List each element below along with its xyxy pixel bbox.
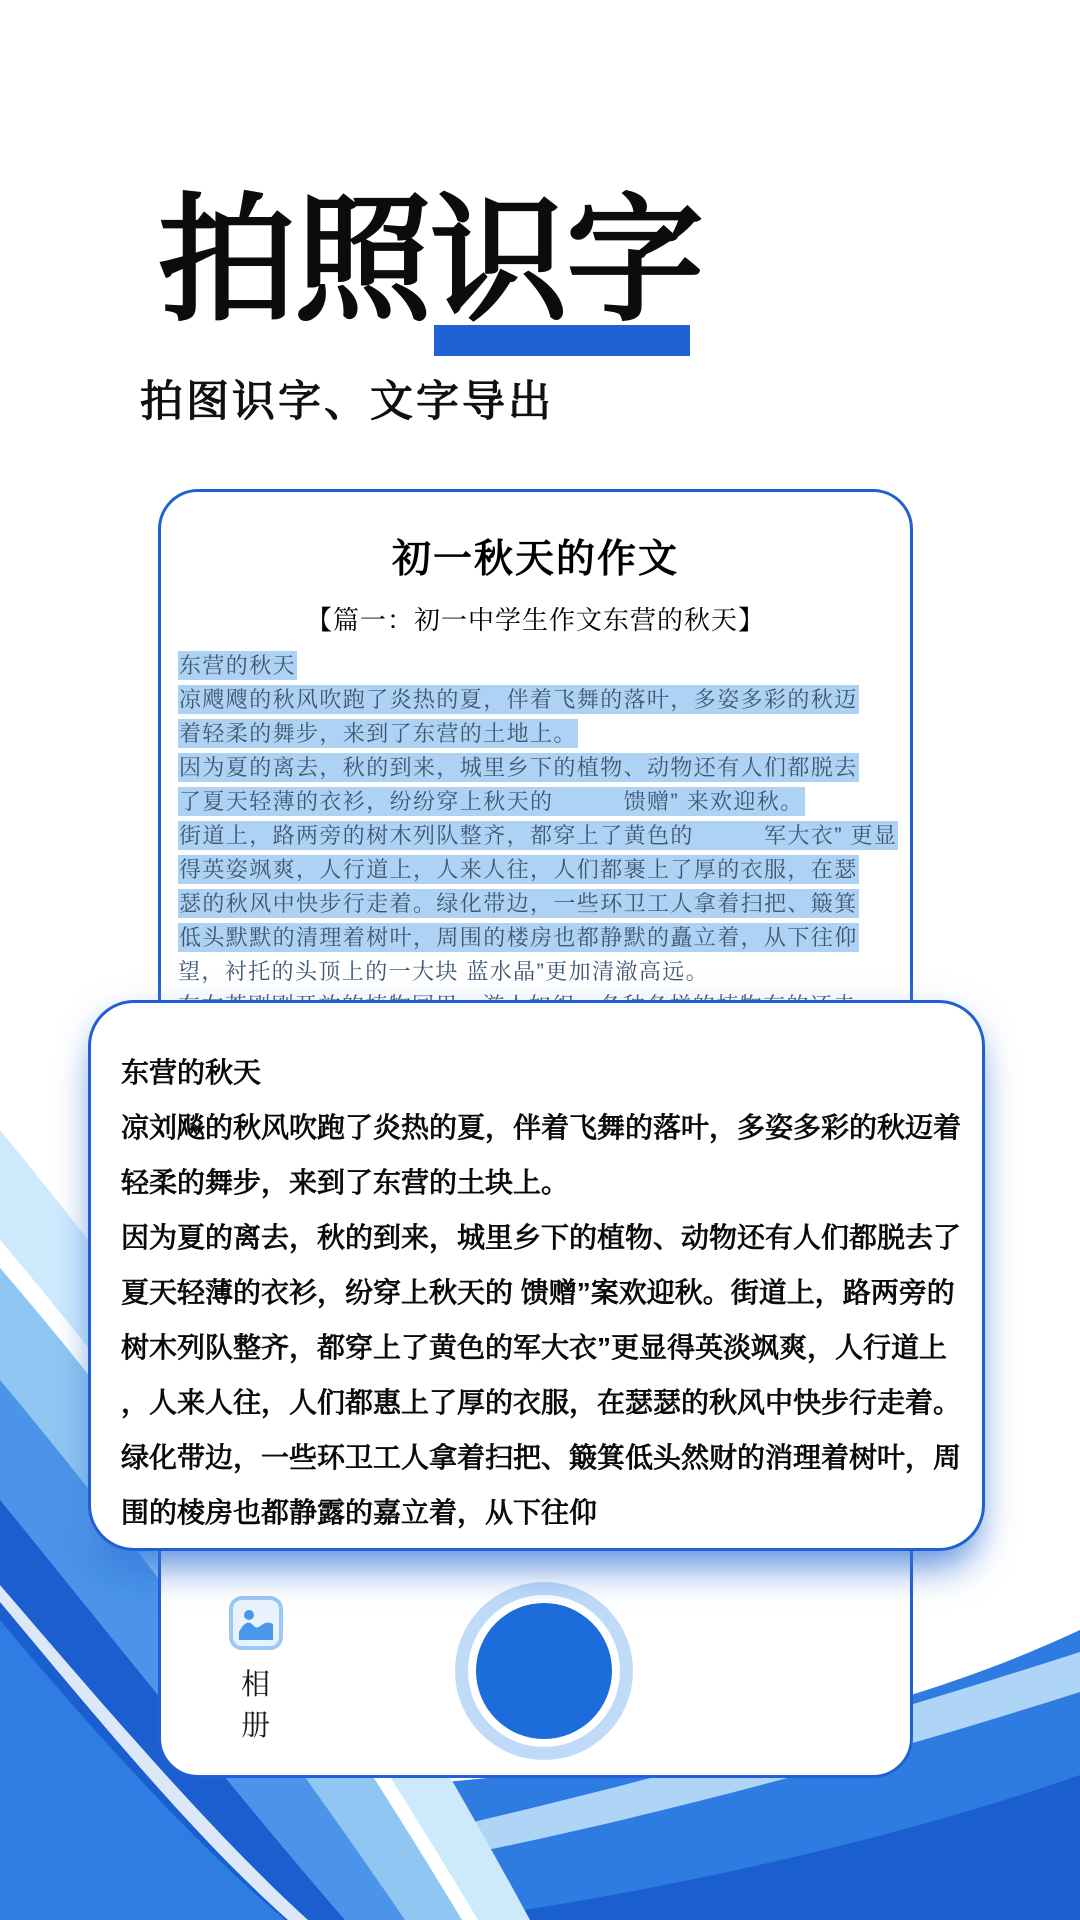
app-title: 拍照识字 — [158, 184, 703, 338]
document-text — [178, 649, 900, 1023]
ocr-result-line: 东营的秋天 — [121, 1057, 262, 1088]
document-section-heading: 【篇一：初一中学生作文东营的秋天】 — [305, 605, 765, 635]
album-button[interactable] — [228, 1596, 284, 1744]
document-text-line: 着轻柔的舞步，来到了东营的土地上。 — [179, 721, 577, 746]
document-title: 初一秋天的作文 — [391, 538, 679, 581]
document-text-line: 得英姿飒爽，人行道上，人来人往，人们都裹上了厚的衣服，在瑟 — [179, 857, 858, 882]
ocr-result-text — [121, 1045, 961, 1540]
photo-album-icon — [229, 1596, 283, 1650]
ocr-result-line: 夏天轻薄的衣衫，纷穿上秋天的 馈赠”案欢迎秋。街道上，路两旁的 — [121, 1277, 955, 1308]
ocr-result-line: 树木列队整齐，都穿上了黄色的军大衣”更显得英淡飒爽，人行道上 — [121, 1332, 948, 1363]
ocr-result-card — [88, 1000, 985, 1551]
ocr-result-line: 轻柔的舞步，来到了东营的土块上。 — [121, 1167, 570, 1198]
ocr-result-line: ，人来人往，人们都惠上了厚的衣服，在瑟瑟的秋风中快步行走着。 — [121, 1387, 962, 1418]
shutter-core — [476, 1603, 612, 1739]
document-text-line: 了夏天轻薄的衣衫，纷纷穿上秋天的 馈赠” 来欢迎秋。 — [179, 789, 804, 814]
ocr-result-line: 绿化带边，一些环卫工人拿着扫把、簸箕低头然财的消理着树叶，周 — [121, 1442, 962, 1473]
document-text-line: 低头默默的清理着树叶，周围的楼房也都静默的矗立着，从下往仰 — [179, 925, 858, 950]
document-text-line: 东营的秋天 — [179, 653, 297, 678]
document-text-line: 街道上，路两旁的树木列队整齐，都穿上了黄色的 军大衣” 更显 — [179, 823, 898, 848]
camera-shutter-button[interactable] — [455, 1582, 633, 1760]
ocr-result-line: 因为夏的离去，秋的到来，城里乡下的植物、动物还有人们都脱去了 — [121, 1222, 962, 1253]
album-label: 相册 — [240, 1669, 271, 1742]
document-text-line: 瑟的秋风中快步行走着。绿化带边，一些环卫工人拿着扫把、簸箕 — [179, 891, 858, 916]
ocr-result-line: 围的棱房也都静露的嘉立着，从下往仰 — [121, 1497, 598, 1528]
ocr-result-line: 凉刘飚的秋风吹跑了炎热的夏，伴着飞舞的落叶，多姿多彩的秋迈着 — [121, 1112, 962, 1143]
app-subtitle: 拍图识字、文字导出 — [140, 378, 554, 426]
document-text-line: 因为夏的离去，秋的到来，城里乡下的植物、动物还有人们都脱去 — [179, 755, 858, 780]
document-text-line: 凉飕飕的秋风吹跑了炎热的夏，伴着飞舞的落叶，多姿多彩的秋迈 — [179, 687, 858, 712]
document-text-line: 望，衬托的头顶上的一大块 蓝水晶”更加清澈高远。 — [178, 959, 710, 984]
